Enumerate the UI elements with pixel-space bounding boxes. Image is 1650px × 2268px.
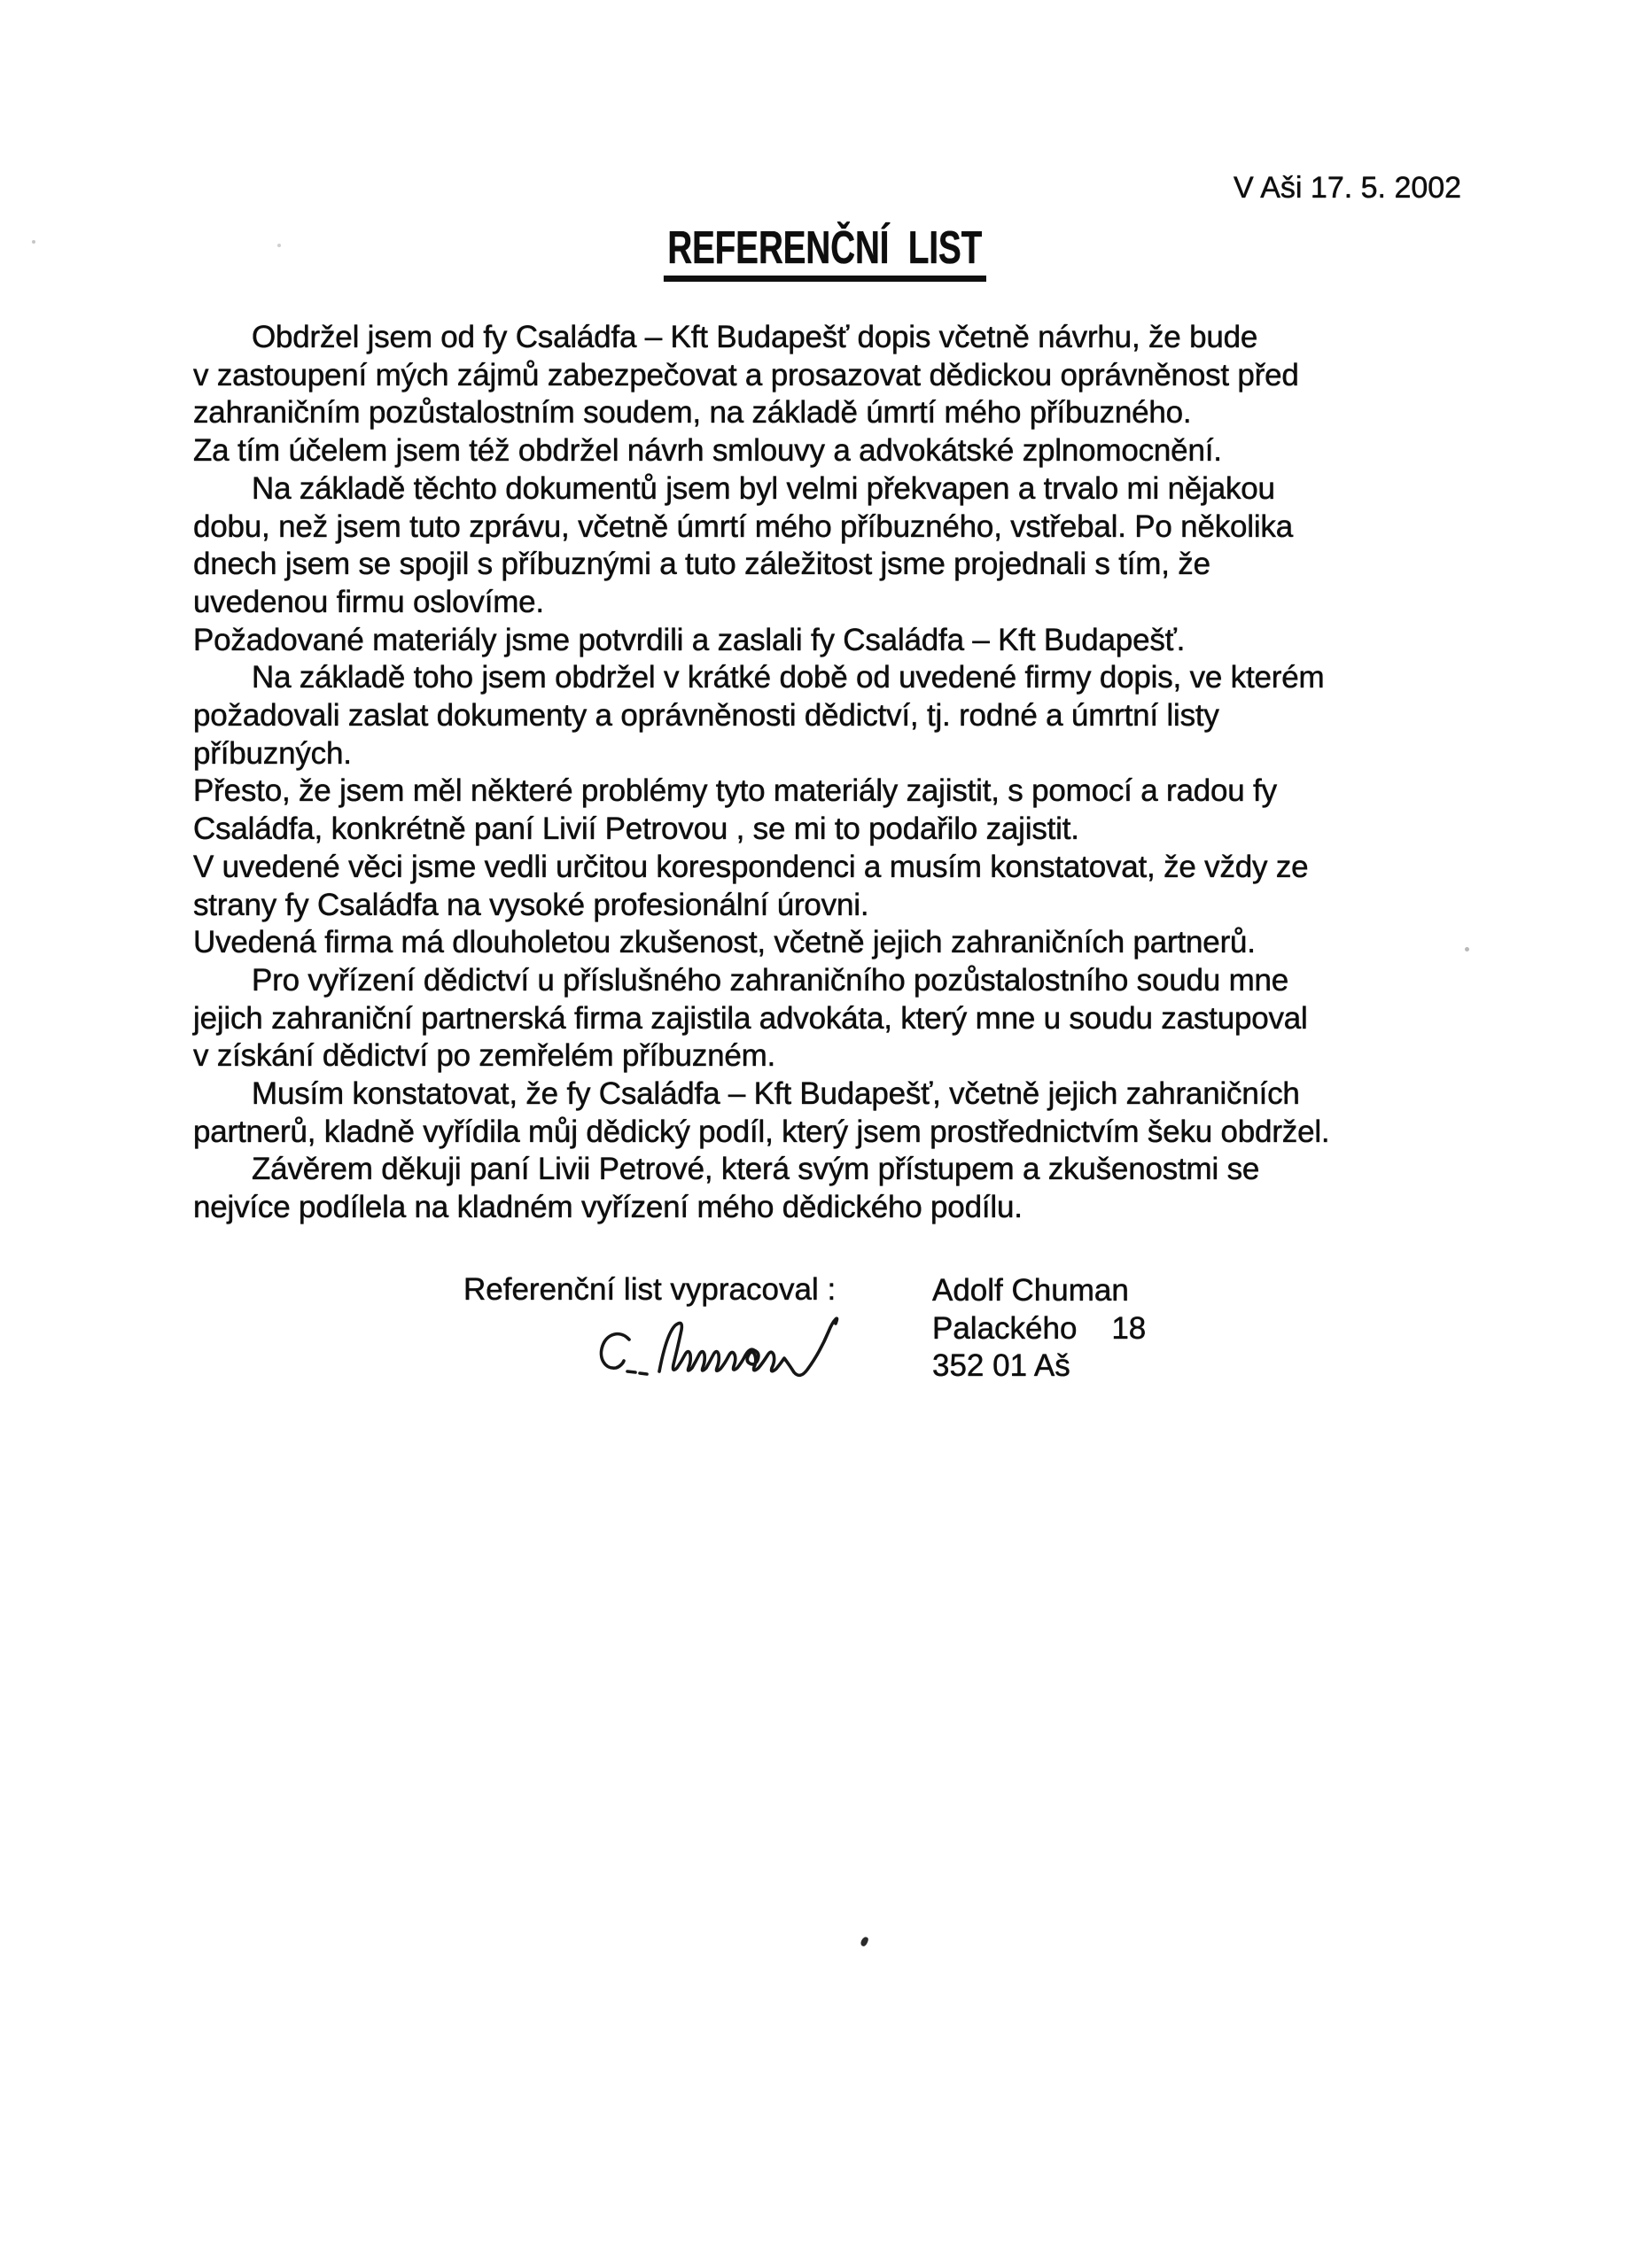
body-line: Uvedená firma má dlouholetou zkušenost, včetně jejich zahraničních partnerů. [193, 925, 1256, 960]
scan-speck [277, 244, 281, 247]
scan-speck [1465, 947, 1469, 951]
body-line: nejvíce podílela na kladném vyřízení mého dědického podílu. [193, 1190, 1023, 1225]
body-line: v zastoupení mých zájmů zabezpečovat a prosazovat dědickou oprávněnost před [193, 357, 1299, 392]
body-line: Obdržel jsem od fy Családfa – Kft Budapešť dopis včetně návrhu, že bude [252, 320, 1258, 354]
body-line: strany fy Családfa na vysoké profesionální úrovni. [193, 887, 869, 922]
closing-label: Referenční list vypracoval : [463, 1272, 837, 1307]
body-line: Závěrem děkuji paní Livii Petrové, která svým přístupem a zkušenostmi se [252, 1152, 1260, 1187]
body-line: dobu, než jsem tuto zprávu, včetně úmrtí mého příbuzného, vstřebal. Po několika [193, 509, 1293, 544]
scan-speck [32, 240, 35, 244]
body-line: V uvedené věci jsme vedli určitou korespondenci a musím konstatovat, že vždy ze [193, 849, 1309, 884]
letter-body [193, 319, 1329, 1227]
closing-address [932, 1272, 1146, 1386]
body-line: Na základě toho jsem obdržel v krátké době od uvedené firmy dopis, ve kterém [252, 660, 1325, 695]
body-line: Családfa, konkrétně paní Livií Petrovou , se mi to podařilo zajistit. [193, 812, 1079, 847]
body-line: uvedenou firmu oslovíme. [193, 584, 544, 619]
body-line: Přesto, že jsem měl některé problémy tyto materiály zajistit, s pomocí a radou fy [193, 773, 1277, 809]
body-line: Pro vyřízení dědictví u příslušného zahraničního pozůstalostního soudu mne [252, 962, 1289, 998]
body-line: Na základě těchto dokumentů jsem byl velmi překvapen a trvalo mi nějakou [252, 470, 1275, 506]
body-line: požadovali zaslat dokumenty a oprávněnosti dědictví, tj. rodné a úmrtní listy [193, 698, 1219, 734]
body-line: jejich zahraniční partnerská firma zajistila advokáta, který mne u soudu zastupoval [193, 1000, 1308, 1036]
handwritten-signature [583, 1308, 849, 1393]
body-line: partnerů, kladně vyřídila můj dědický podíl, který jsem prostřednictvím šeku obdržel. [193, 1114, 1330, 1149]
body-line: zahraničním pozůstalostním soudem, na základě úmrtí mého příbuzného. [193, 395, 1192, 431]
letter-title-wrap [0, 224, 1650, 282]
body-line: v získání dědictví po zemřelém příbuzném. [193, 1038, 776, 1074]
closing-city: 352 01 Aš [932, 1348, 1070, 1384]
letter-date: V Aši 17. 5. 2002 [1234, 171, 1462, 205]
closing-street: Palackého 18 [932, 1310, 1147, 1346]
body-line: Musím konstatovat, že fy Családfa – Kft Budapešť, včetně jejich zahraničních [252, 1076, 1300, 1112]
body-line: dnech jsem se spojil s příbuznými a tuto záležitost jsme projednali s tím, že [193, 547, 1210, 582]
body-line: Požadované materiály jsme potvrdili a zaslali fy Családfa – Kft Budapešť. [193, 622, 1186, 657]
letter-title: REFERENČNÍ LIST [664, 224, 986, 282]
body-line: Za tím účelem jsem též obdržel návrh smlouvy a advokátské zplnomocnění. [193, 433, 1222, 469]
scan-speck [860, 1936, 869, 1947]
body-line: příbuzných. [193, 735, 352, 771]
closing-name: Adolf Chuman [932, 1273, 1129, 1308]
